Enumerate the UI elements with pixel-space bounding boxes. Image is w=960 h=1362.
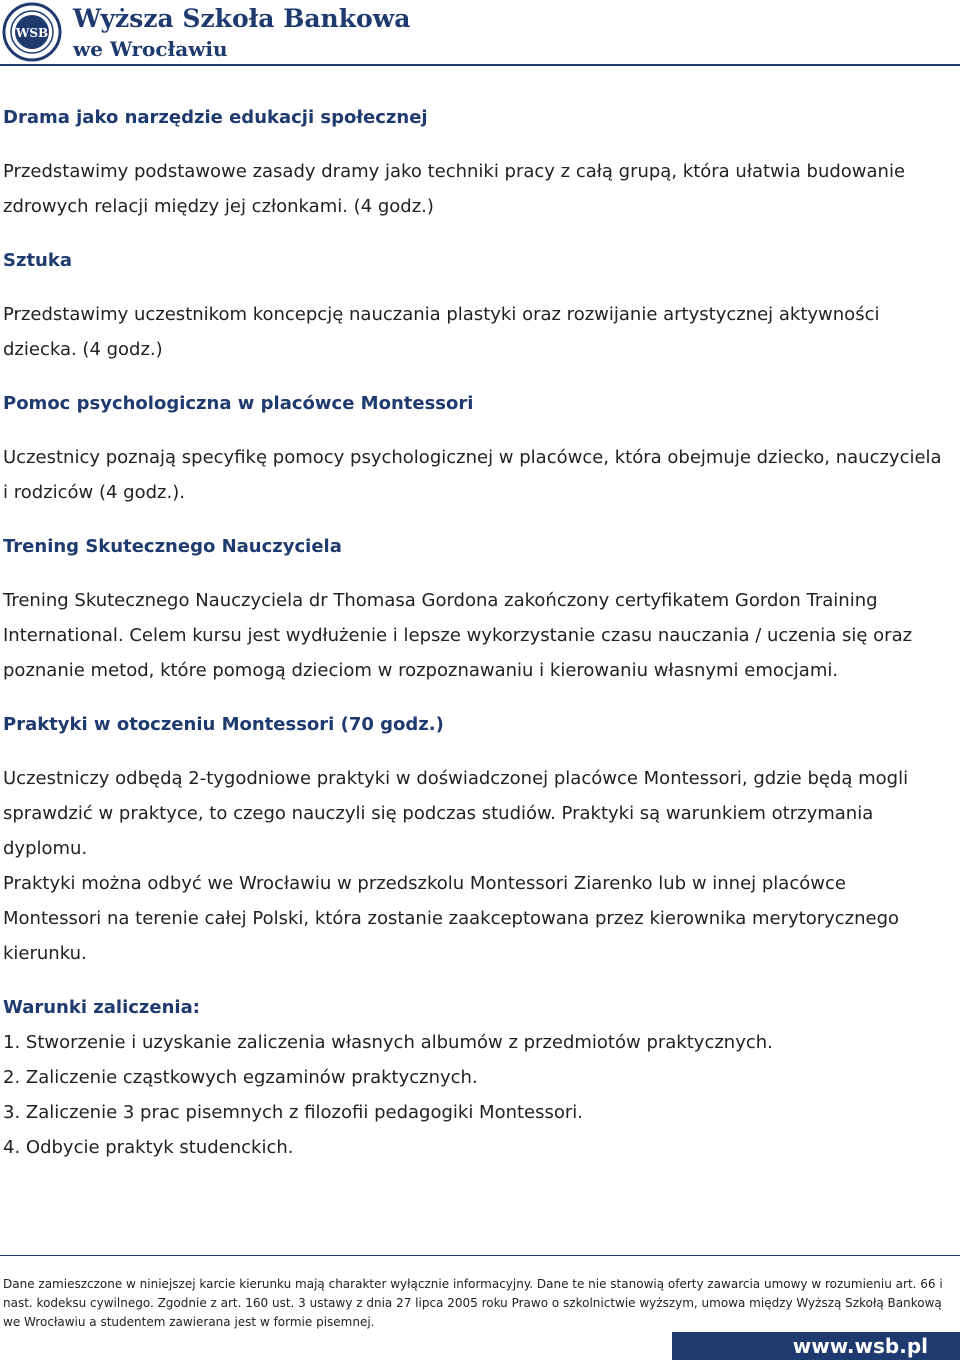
section-text-drama: Przedstawimy podstawowe zasady dramy jako techniki pracy z całą grupą, która ułatwia budowanie zdrowych relacji między jej członkami. (4 godz.) (3, 161, 906, 217)
document-body (3, 100, 948, 1165)
section-text-internship-1: Uczestniczy odbędą 2-tygodniowe praktyki w doświadczonej placówce Montessori, gdzie będą mogli sprawdzić w praktyce, to czego nauczyli się podczas studiów. Praktyki są warunkiem otrzymania dyplomu. (3, 768, 909, 859)
logo-line-1: Wyższa Szkoła Bankowa (73, 4, 411, 33)
section-text-psychology: Uczestnicy poznają specyfikę pomocy psychologicznej w placówce, która obejmuje dziecko, nauczyciela i rodziców (4 godz.). (3, 447, 942, 503)
logo-line-2: we Wrocławiu (73, 37, 228, 61)
section-text-teacher-training: Trening Skutecznego Nauczyciela dr Thomasa Gordona zakończony certyfikatem Gordon Training International. Celem kursu jest wydłużenie i lepsze wykorzystanie czasu nauczania / uczenia się oraz poznanie metod, które pomogą dzieciom w rozpoznawaniu i kierowaniu własnymi emocjami. (3, 590, 913, 681)
page-header (0, 0, 960, 66)
requirement-item: 1. Stworzenie i uzyskanie zaliczenia własnych albumów z przedmiotów praktycznych. (3, 1032, 773, 1053)
footer-disclaimer: Dane zamieszczone w niniejszej karcie kierunku mają charakter wyłącznie informacyjny. Dane te nie stanowią oferty zawarcia umowy w rozumieniu art. 66 i nast. kodeksu cywilnego. Zgodnie z art. 160 ust. 3 ustawy z dnia 27 lipca 2005 roku Prawo o szkolnictwie wyższym, umowa między Wyższą Szkołą Bankową we Wrocławiu a studentem zawierana jest w formie pisemnej. (3, 1277, 943, 1329)
section-heading-drama: Drama jako narzędzie edukacji społecznej (3, 107, 428, 128)
footer-url-bar (672, 1332, 960, 1360)
website-link[interactable]: www.wsb.pl (792, 1334, 928, 1358)
section-heading-psychology: Pomoc psychologiczna w placówce Montessori (3, 393, 474, 414)
university-seal-icon (2, 2, 62, 62)
section-heading-art: Sztuka (3, 250, 72, 271)
section-heading-internship: Praktyki w otoczeniu Montessori (70 godz.) (3, 714, 444, 735)
section-heading-requirements: Warunki zaliczenia: (3, 997, 200, 1018)
footer-divider (0, 1255, 960, 1256)
requirement-item: 2. Zaliczenie cząstkowych egzaminów praktycznych. (3, 1067, 478, 1088)
seal-initials: WSB (15, 26, 49, 40)
section-text-art: Przedstawimy uczestnikom koncepcję nauczania plastyki oraz rozwijanie artystycznej aktywności dziecka. (4 godz.) (3, 304, 880, 360)
university-logo-text (73, 4, 410, 64)
requirement-item: 4. Odbycie praktyk studenckich. (3, 1137, 294, 1158)
header-divider (0, 64, 960, 66)
section-heading-teacher-training: Trening Skutecznego Nauczyciela (3, 536, 342, 557)
requirement-item: 3. Zaliczenie 3 prac pisemnych z filozofii pedagogiki Montessori. (3, 1102, 584, 1123)
section-text-internship-2: Praktyki można odbyć we Wrocławiu w przedszkolu Montessori Ziarenko lub w innej placówce Montessori na terenie całej Polski, która zostanie zaakceptowana przez kierownika merytorycznego kierunku. (3, 873, 900, 964)
